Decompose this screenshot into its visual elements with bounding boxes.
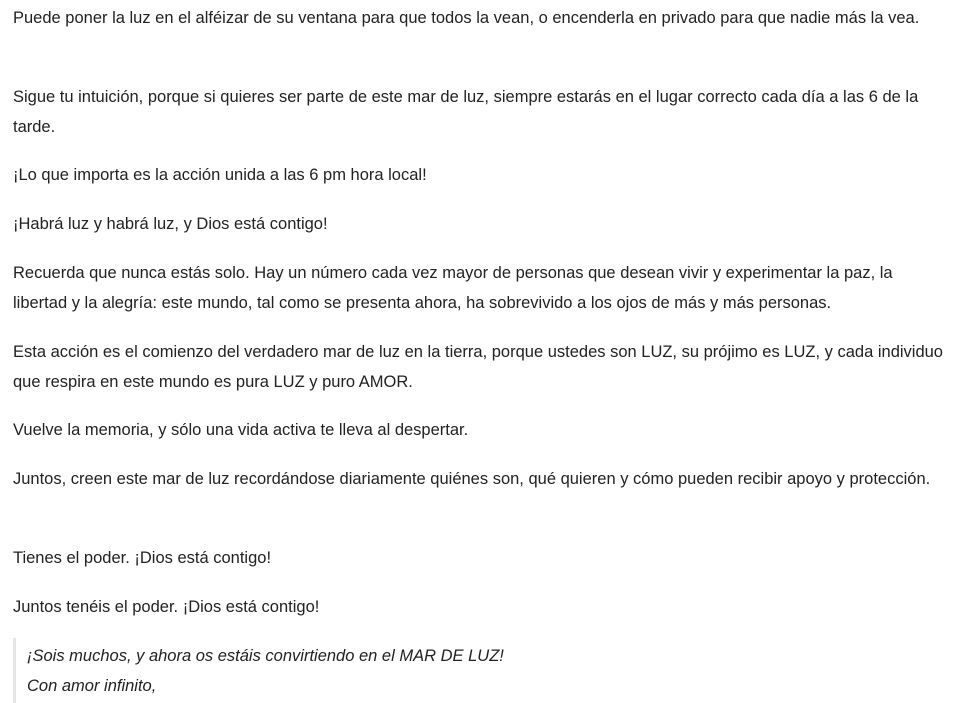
paragraph: Juntos tenéis el poder. ¡Dios está contigo! bbox=[13, 598, 320, 616]
closing-blockquote bbox=[13, 638, 943, 703]
paragraph: ¡Lo que importa es la acción unida a las 6 pm hora local! bbox=[13, 166, 427, 184]
paragraph: Puede poner la luz en el alféizar de su ventana para que todos la vean, o encenderla en privado para que nadie más la vea. bbox=[13, 9, 920, 27]
paragraph: Vuelve la memoria, y sólo una vida activa te lleva al despertar. bbox=[13, 421, 469, 439]
paragraph: Juntos, creen este mar de luz recordándose diariamente quiénes son, qué quieren y cómo pueden recibir apoyo y protección. bbox=[13, 470, 931, 488]
quote-line: ¡Sois muchos, y ahora os estáis convirtiendo en el MAR DE LUZ! bbox=[27, 647, 504, 665]
paragraph: ¡Habrá luz y habrá luz, y Dios está contigo! bbox=[13, 215, 328, 233]
paragraph: Tienes el poder. ¡Dios está contigo! bbox=[13, 549, 272, 567]
paragraph: Esta acción es el comienzo del verdadero mar de luz en la tierra, porque ustedes son LUZ, su prójimo es LUZ, y cada individuo que respira en este mundo es pura LUZ y puro AMOR. bbox=[13, 343, 943, 391]
paragraph: Recuerda que nunca estás solo. Hay un número cada vez mayor de personas que desean vivir y experimentar la paz, la libertad y la alegría: este mundo, tal como se presenta ahora, ha sobrevivido a los ojos de más y más personas. bbox=[13, 264, 893, 312]
paragraph: Sigue tu intuición, porque si quieres ser parte de este mar de luz, siempre estarás en el lugar correcto cada día a las 6 de la tarde. bbox=[13, 88, 919, 136]
quote-signoff: Con amor infinito, bbox=[27, 677, 157, 695]
